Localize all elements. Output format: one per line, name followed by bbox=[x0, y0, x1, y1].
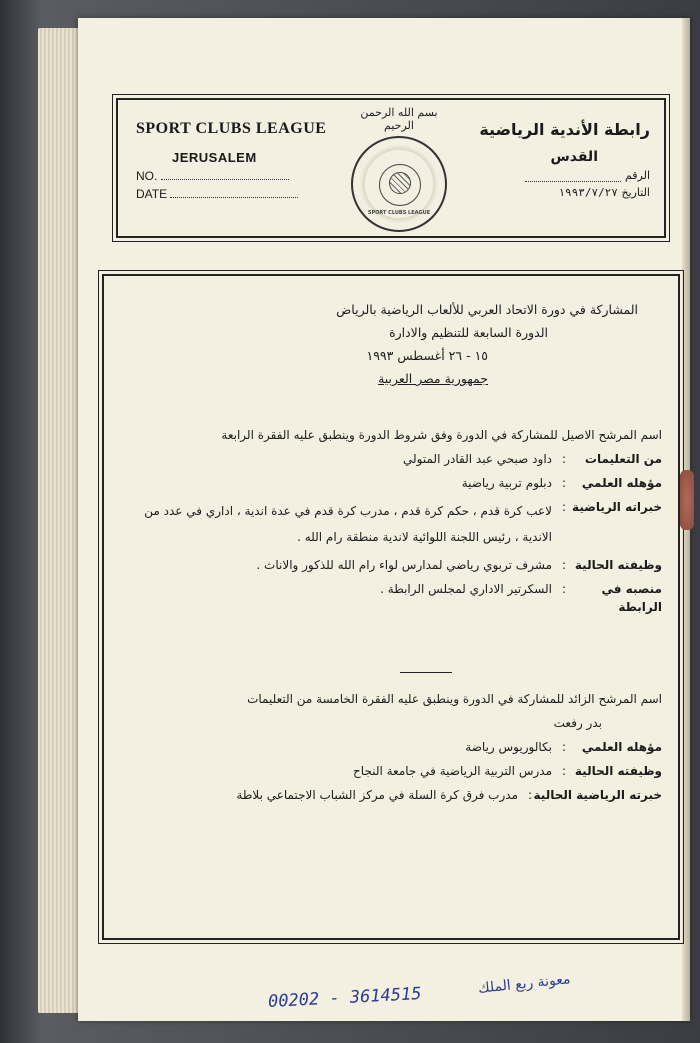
additional-candidate bbox=[122, 690, 662, 810]
field-value: بكالوريوس رياضة bbox=[465, 740, 552, 754]
org-name-ar: رابطة الأندية الرياضية bbox=[479, 120, 650, 139]
city-en: JERUSALEM bbox=[172, 150, 257, 165]
field-label: خبراته الرياضية bbox=[572, 500, 662, 514]
emblem bbox=[344, 106, 454, 232]
additional-name: بدر رفعت bbox=[553, 716, 602, 730]
field-label: وظيفته الحالية bbox=[574, 558, 662, 572]
primary-intro: اسم المرشح الاصيل للمشاركة في الدورة وفق شروط الدورة وينطبق عليه الفقرة الرابعة bbox=[221, 428, 662, 442]
org-name-en: SPORT CLUBS LEAGUE bbox=[136, 120, 327, 137]
colon: : bbox=[561, 764, 566, 778]
date-dots bbox=[170, 187, 298, 198]
league-seal-icon bbox=[351, 136, 447, 232]
date-field-ar bbox=[460, 186, 650, 199]
no-field-ar bbox=[460, 169, 650, 182]
seal-text: SPORT CLUBS LEAGUE bbox=[367, 210, 431, 216]
field-row bbox=[122, 738, 662, 756]
colon: : bbox=[561, 476, 566, 490]
field-row bbox=[122, 580, 662, 616]
page-stain bbox=[680, 470, 694, 530]
field-row bbox=[122, 762, 662, 780]
date-value: ١٩٩٣/٧/٢٧ bbox=[558, 186, 618, 199]
colon: : bbox=[561, 740, 566, 754]
seal-ball-icon bbox=[389, 172, 411, 194]
field-value: السكرتير الاداري لمجلس الرابطة . bbox=[380, 582, 552, 596]
field-label: وظيفته الحالية bbox=[574, 764, 662, 778]
field-value: لاعب كرة قدم ، حكم كرة قدم ، مدرب كرة قدم في عدة اندية ، اداري في عدد من الاندية ، رئيس اللجنة اللوائية لاندية منطقة رام الله . bbox=[144, 504, 552, 544]
handwritten-note: معونة ربع الملك bbox=[477, 971, 572, 997]
letterhead-arabic bbox=[460, 120, 650, 199]
colon: : bbox=[561, 452, 566, 466]
subject-block bbox=[158, 302, 638, 394]
field-value: مدرس التربية الرياضية في جامعة النجاح bbox=[353, 764, 552, 778]
field-row bbox=[122, 474, 662, 492]
primary-candidate bbox=[122, 426, 662, 622]
subject-dates: ١٥ - ٢٦ أغسطس ١٩٩٣ bbox=[366, 348, 488, 363]
letterhead bbox=[116, 98, 666, 238]
field-value: مدرب فرق كرة السلة في مركز الشباب الاجتماعي بلاطة bbox=[236, 788, 518, 802]
subject-line-2: الدورة السابعة للتنظيم والادارة bbox=[389, 325, 548, 340]
field-label: من التعليمات bbox=[584, 452, 662, 466]
colon: : bbox=[527, 788, 532, 802]
subject-country: جمهورية مصر العربية bbox=[378, 371, 488, 386]
city-ar: القدس bbox=[550, 149, 598, 165]
colon: : bbox=[561, 500, 566, 514]
colon: : bbox=[561, 558, 566, 572]
field-label: مؤهله العلمي bbox=[581, 476, 662, 490]
additional-intro: اسم المرشح الزائد للمشاركة في الدورة وينطبق عليه الفقرة الخامسة من التعليمات bbox=[247, 692, 662, 706]
no-label-ar: الرقم bbox=[624, 169, 650, 182]
date-label-ar: التاريخ bbox=[621, 186, 650, 199]
no-field-en bbox=[136, 169, 336, 183]
subject-line-1: المشاركة في دورة الاتحاد العربي للألعاب الرياضية بالرياض bbox=[336, 302, 638, 317]
field-label: مؤهله العلمي bbox=[581, 740, 662, 754]
letter-body bbox=[102, 274, 680, 940]
section-divider bbox=[400, 672, 452, 673]
handwritten-phone: 00202 - 3614515 bbox=[267, 983, 422, 1013]
field-value: دبلوم تربية رياضية bbox=[461, 476, 552, 490]
colon: : bbox=[561, 582, 566, 596]
field-row bbox=[122, 786, 662, 804]
no-label-en: NO. bbox=[136, 169, 158, 183]
basmala: بسم الله الرحمن الرحيم bbox=[360, 106, 438, 132]
letterhead-english bbox=[136, 120, 336, 201]
field-label: منصبه في الرابطة bbox=[601, 582, 662, 614]
no-dots bbox=[161, 169, 289, 180]
date-field-en bbox=[136, 187, 336, 201]
no-dots-ar bbox=[525, 171, 621, 182]
field-label: خبرته الرياضية الحالية bbox=[533, 788, 662, 802]
field-row bbox=[122, 556, 662, 574]
field-value: داود صبحي عبد القادر المتولي bbox=[403, 452, 552, 466]
date-label-en: DATE bbox=[136, 187, 168, 201]
field-row bbox=[122, 450, 662, 468]
field-row bbox=[122, 498, 662, 550]
document-page bbox=[78, 18, 690, 1021]
field-value: مشرف تربوي رياضي لمدارس لواء رام الله للذكور والاناث . bbox=[256, 558, 552, 572]
